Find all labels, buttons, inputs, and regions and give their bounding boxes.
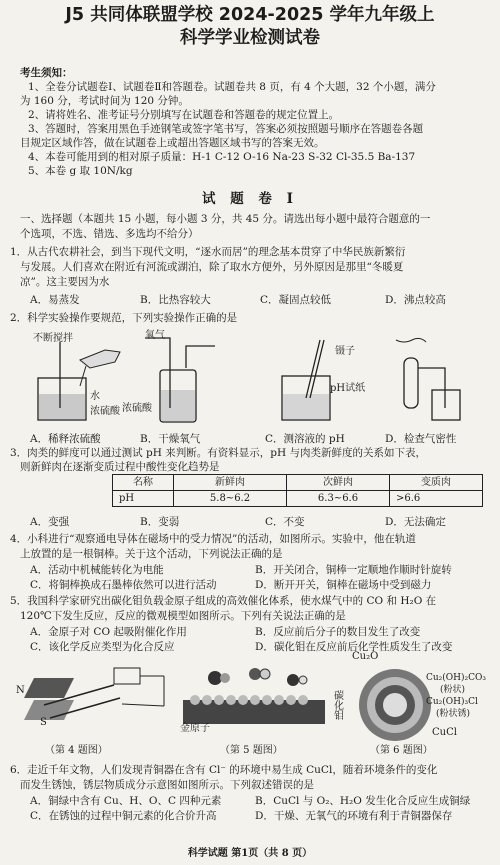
section-title: 试 题 卷 Ⅰ [202,191,298,207]
notice-heading: 考生须知： [20,67,73,79]
q5-option-b: B．反应前后分子的数目发生了改变 [255,626,421,638]
q4-option-a: A．活动中机械能转化为电能 [30,564,164,576]
fig-b-label: 浓硫酸 [122,403,152,414]
q2-option-b: B．干燥氧气 [140,433,201,445]
q1-option-b: B．比热容较大 [140,294,211,306]
notice-line: 为 160 分，考试时间为 120 分钟。 [20,95,189,107]
q1-option-a: A．易蒸发 [30,294,80,306]
q3-option-c: C．不变 [265,516,305,528]
table-row [113,491,483,507]
q1-stem: 凉”。这主要因为水 [20,276,110,288]
q5-stem: 5．我国科学家研究出碳化钼负载金原子组成的高效催化体系，使水煤气中的 CO 和 H₂O 在 [10,595,437,607]
fig4-n-label: N [16,685,25,696]
q1-stem: 与发展。人们喜欢在附近有河流或湖泊，除了取水方便外，另外原因是那里“冬暖夏 [20,261,404,273]
q2-option-a: A．稀释浓硫酸 [30,433,101,445]
fig6-rust-layers-icon [355,665,435,745]
notice-line: 5、本卷 g 取 10N/kg [28,165,133,177]
notice-line: 3、答题时，答案用黑色手迹钢笔或签字笔书写，答案必须按照题号顺序在答题卷各题 [28,123,424,135]
table-header: 名称 [113,475,174,491]
fig6-cucl-label: CuCl [432,727,457,738]
q4-option-b: B．开关闭合，铜棒一定顺地作顺时针旋转 [255,564,452,576]
table-header: 新鲜肉 [174,475,287,491]
fig6-note1: (粉状) [440,685,466,695]
q4-option-d: D．断开开关，铜棒在磁场中受到磁力 [255,579,432,591]
exam-title-line2: 科学学业检测试卷 [180,28,320,48]
q5-option-d: D．碳化钼在反应前后化学性质发生了改变 [255,641,453,653]
section-intro: 一、选择题（本题共 15 小题，每小题 3 分，共 45 分。请选出每小题中最符合题意的一 [20,213,431,225]
q6-option-c: C．在锈蚀的过程中铜元素的化合价升高 [30,810,217,822]
q6-option-a: A．铜绿中含有 Cu、H、O、C 四种元素 [30,795,222,807]
fig-c-label: 镊子 [335,346,355,357]
q4-option-c: C．将铜棒换成石墨棒依然可以进行活动 [30,579,217,591]
table-cell: 6.3~6.6 [287,491,390,507]
notice-line: 2、请将姓名、准考证号分别填写在试题卷和答题卷的规定位置上。 [28,109,340,121]
q5-option-c: C．该化学反应类型为化合反应 [30,641,175,653]
q6-option-d: D．干燥、无氧气的环境有利于青铜器保存 [255,810,453,822]
fig4-s-label: S [40,717,47,728]
q3-option-a: A．变强 [30,516,70,528]
page-footer: 科学试题 第1页（共 8 页） [187,848,313,859]
q3-option-b: B．变弱 [140,516,180,528]
fig-c-ph-test-icon [282,340,330,420]
notice-line: 目规定区域作答，做在试题卷上或超出答题区域书写的答案无效。 [20,137,325,149]
q2-stem: 2．科学实验操作要规范，下列实验操作正确的是 [10,312,238,324]
q6-option-b: B．CuCl 与 O₂、H₂O 发生化合反应生成铜绿 [255,795,471,807]
fig6-cu2ohco3-label: Cu₂(OH)₂CO₃ [426,673,487,683]
q3-stem: 3．肉类的鲜度可以通过测试 pH 来判断。有资料显示，pH 与肉类新鲜度的关系如下表， [10,447,426,459]
fig6-cu2ohcl-label: Cu₂(OH)₃Cl [426,697,478,707]
fig6-cu2o-label: Cu₂O [352,651,379,662]
q1-option-d: D．沸点较高 [385,294,446,306]
fig-b-gas-bottle-icon [145,338,215,422]
q3-stem: 则新鲜肉在逐渐变质过程中酸性变化趋势是 [20,461,220,473]
q5-stem: 120℃下发生反应，反应的微观模型如图所示。下列有关说法正确的是 [20,610,346,622]
table-header-row [113,475,483,491]
section-intro: 个选项，不选、错选、多选均不给分） [20,228,199,240]
q1-stem: 1．从古代农耕社会，到当下现代文明，“逐水而居”的理念基本贯穿了中华民族新繁衍 [10,246,406,258]
fig-a-label: 不断搅拌 [33,333,73,344]
fig6-caption: （第 6 题图） [370,745,433,756]
fig-b-label: 氧气 [145,330,165,341]
q6-stem: 而发生锈蚀，锈层物质成分示意图如图所示。下列叙述错误的是 [20,779,314,791]
fig4-magnet-rail-icon [14,660,174,740]
table-cell: 5.8~6.2 [174,491,287,507]
q5-option-a: A．金原子对 CO 起吸附催化作用 [30,626,187,638]
q4-stem: 上放置的是一根铜棒。关于这个活动，下列说法正确的是 [20,548,283,560]
notice-line: 1、全卷分试题卷Ⅰ、试题卷Ⅱ和答题卷。试题卷共 8 页，有 4 个大题，32 个小题，满分 [28,81,436,93]
table-cell: >6.6 [390,491,483,507]
fig-c-label: pH试纸 [330,383,366,394]
ph-table [112,474,483,507]
exam-title-line1: J5 共同体联盟学校 2024-2025 学年九年级上 [65,5,435,25]
q2-option-d: D．检查气密性 [385,433,457,445]
fig-d-airtight-test-icon [396,338,460,420]
fig5-gold-label: 金原子 [180,723,210,734]
fig6-note2: (粉状锈) [436,709,471,719]
fig-a-label: 浓硫酸 [90,406,120,417]
fig5-moc-label: 碳化钼 [331,690,343,720]
q2-option-c: C．测溶液的 pH [265,433,345,445]
q3-option-d: D．无法确定 [385,516,446,528]
q1-option-c: C．凝固点较低 [260,294,332,306]
table-cell: pH [113,491,174,507]
notice-line: 4、本卷可能用到的相对原子质量：H-1 C-12 O-16 Na-23 S-32 Cl-35.5 Ba-137 [28,151,416,163]
table-header: 变质肉 [390,475,483,491]
table-header: 次鲜肉 [287,475,390,491]
fig4-caption: （第 4 题图） [45,745,108,756]
q4-stem: 4．小科进行“观察通电导体在磁场中的受力情况”的活动，如图所示。实验中，他在轨道 [10,533,416,545]
q6-stem: 6．走近千年文物，人们发现青铜器在含有 Cl⁻ 的环境中易生成 CuCl，随着环境条件的变化 [10,764,438,776]
fig-a-label: 水 [90,391,100,402]
fig5-caption: （第 5 题图） [220,745,283,756]
